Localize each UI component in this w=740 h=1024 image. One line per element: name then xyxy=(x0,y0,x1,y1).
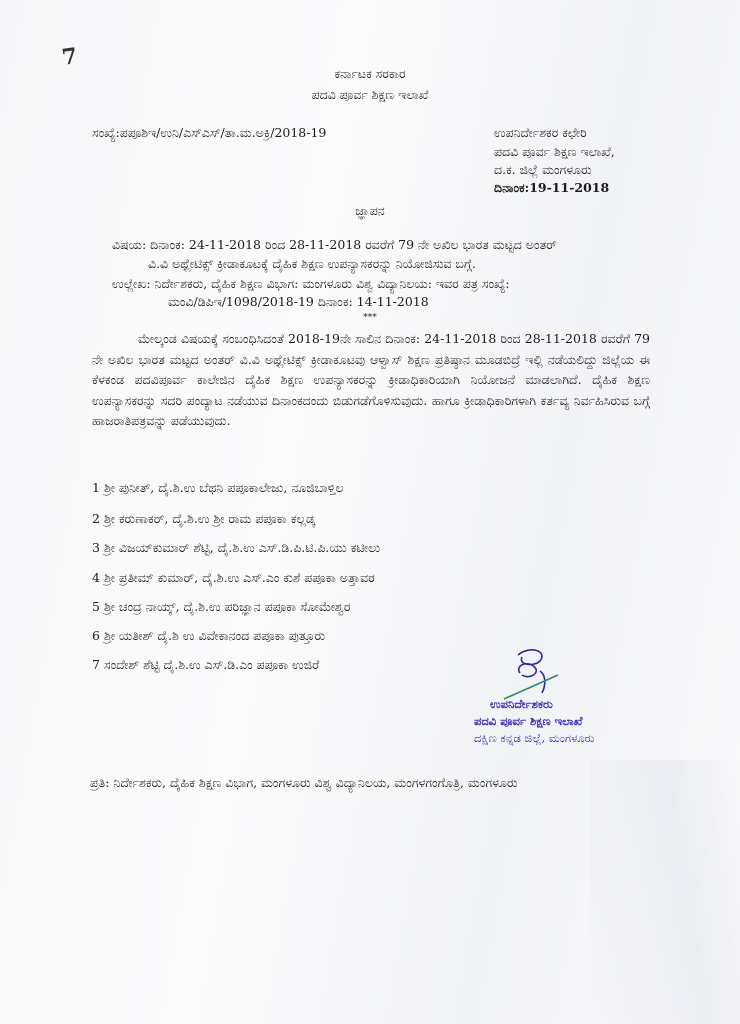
reference-line-1: ಉಲ್ಲೇಖ: ನಿರ್ದೇಶಕರು, ದೈಹಿಕ ಶಿಕ್ಷಣ ವಿಭಾಗ: ಮಂಗಳೂರು ವಿಶ್ವ ವಿದ್ಯಾನಿಲಯ: ಇವರ ಪತ್ರ ಸಂಖ್ಯೆ: xyxy=(112,276,510,291)
list-item: 7 ಸಂದೇಶ್ ಶೆಟ್ಟಿ ದೈ.ಶಿ.ಉ ಎಸ್.ಡಿ.ಎಂ ಪಪೂಕಾ ಉಜಿರೆ xyxy=(92,657,320,672)
department-heading: ಪದವಿ ಪೂರ್ವ ಶಿಕ್ಷಣ ಇಲಾಖೆ xyxy=(311,87,429,102)
memo-title: ಜ್ಞಾಪನ xyxy=(355,203,385,218)
government-heading: ಕರ್ನಾಟಕ ಸರಕಾರ xyxy=(334,66,406,81)
stamp-line-1: ಉಪನಿರ್ದೇಶಕರು xyxy=(490,697,553,711)
list-item: 5 ಶ್ರೀ ಚಂದ್ರ ನಾಯ್ಕ್, ದೈ.ಶಿ.ಉ ಪರಿಜ್ಞಾನ ಪಪೂಕಾ ಸೋಮೇಶ್ವರ xyxy=(92,599,351,614)
official-stamp xyxy=(474,696,594,747)
separator: *** xyxy=(363,313,377,323)
office-date: ದಿನಾಂಕ:19-11-2018 xyxy=(494,180,610,195)
list-item: 3 ಶ್ರೀ ವಿಜಯ್‌ಕುಮಾರ್ ಶೆಟ್ಟಿ, ದೈ.ಶಿ.ಉ ಎಸ್.ಡಿ.ಪಿ.ಟಿ.ಪಿ.ಯು ಕಟೀಲು xyxy=(92,540,381,555)
stamp-line-2: ಪದವಿ ಪೂರ್ವ ಶಿಕ್ಷಣ ಇಲಾಖೆ xyxy=(474,714,583,728)
corner-mark: 7 xyxy=(60,43,80,71)
subject-line-1: ವಿಷಯ: ದಿನಾಂಕ: 24-11-2018 ರಿಂದ 28-11-2018 ರವರೆಗೆ 79 ನೇ ಅಖಿಲ ಭಾರತ ಮಟ್ಟದ ಅಂತರ್ xyxy=(112,237,557,252)
list-item: 6 ಶ್ರೀ ಯತೀಶ್ ದೈ.ಶಿ ಉ ವಿವೇಕಾನಂದ ಪಪೂಕಾ ಪುತ್ತೂರು xyxy=(92,628,326,643)
signature-icon xyxy=(500,645,560,700)
reference-number: ಸಂಖ್ಯೆ:ಪಪೂಶಿಇ/ಉನಿ/ಎಸ್ಎಸ್/ತಾ.ಮ.ಅಕ್ರಿ/2018-19 xyxy=(92,125,327,140)
copy-to: ಪ್ರತಿ: ನಿರ್ದೇಶಕರು, ದೈಹಿಕ ಶಿಕ್ಷಣ ವಿಭಾಗ, ಮಂಗಳೂರು ವಿಶ್ವ ವಿದ್ಯಾನಿಲಯ, ಮಂಗಳಗಂಗೊತ್ರಿ, ಮಂಗಳೂರು xyxy=(90,775,518,790)
office-line-1: ಉಪನಿರ್ದೇಶಕರ ಕಛೇರಿ xyxy=(494,125,587,140)
list-item: 1 ಶ್ರೀ ಪುನೀತ್, ದೈ.ಶಿ.ಉ ಬೆಥನಿ ಪಪೂಕಾಲೇಜು, ನೂಜಿಬಾಳ್ತಿಲ xyxy=(92,480,344,495)
subject-line-2: ವಿ.ವಿ ಅಥ್ಲೇಟಿಕ್ಸ್ ಕ್ರೀಡಾಕೂಟಕ್ಕೆ ದೈಹಿಕ ಶಿಕ್ಷಣ ಉಪನ್ಯಾಸಕರನ್ನು ನಿಯೋಜಿಸುವ ಬಗ್ಗೆ. xyxy=(148,256,476,271)
reference-line-2: ಮಂವಿ/ಡಿಪಿಇ/1098/2018-19 ದಿನಾಂಕ: 14-11-2018 xyxy=(168,294,429,309)
body-paragraph: ಮೇಲ್ಕಂಡ ವಿಷಯಕ್ಕೆ ಸಂಬಂಧಿಸಿದಂತೆ 2018-19ನೇ ಸಾಲಿನ ದಿನಾಂಕ: 24-11-2018 ರಿಂದ 28-11-2018 ರವರೆಗೆ 79 ನೇ ಅಖಿಲ ಭಾರತ ಮಟ್ಟದ ಅಂತರ್ ವಿ.ವಿ ಅಥ್ಲೇಟಿಕ್ಸ್ ಕ್ರೀಡಾಕೂಟವು ಆಳ್ವಾಸ್ ಶಿಕ್ಷಣ ಪ್ರತಿಷ್ಠಾನ ಮೂಡಬಿದ್ರೆ ಇಲ್ಲಿ ನಡೆಯಲಿದ್ದು ಜಿಲ್ಲೆಯ ಈ ಕೆಳಕಂಡ ಪದವಿಪೂರ್ವ ಕಾಲೇಜಿನ ದೈಹಿಕ ಶಿಕ್ಷಣ ಉಪನ್ಯಾಸಕರನ್ನು ಕ್ರೀಡಾಧಿಕಾರಿಯಾಗಿ ನಿಯೋಜನೆ ಮಾಡಲಾಗಿದೆ. ದೈಹಿಕ ಶಿಕ್ಷಣ ಉಪನ್ಯಾಸಕರನ್ನು ಸದರಿ ಪಂದ್ಯಾಟ ನಡೆಯುವ ದಿನಾಂಕದಂದು ಬಿಡುಗಡೆಗೊಳಿಸುವುದು. ಹಾಗೂ ಕ್ರೀಡಾಧಿಕಾರಿಗಳಾಗಿ ಕರ್ತವ್ಯ ನಿರ್ವಹಿಸಿರುವ ಬಗ್ಗೆ ಹಾಜರಾತಿಪತ್ರವನ್ನು ಪಡೆಯುವುದು. xyxy=(92,331,650,428)
list-item: 2 ಶ್ರೀ ಕರುಣಾಕರ್, ದೈ.ಶಿ.ಉ ಶ್ರೀ ರಾಮ ಪಪೂಕಾ ಕಲ್ಲಡ್ಕ xyxy=(92,511,316,526)
stamp-line-3: ದಕ್ಷಿಣ ಕನ್ನಡ ಜಿಲ್ಲೆ, ಮಂಗಳೂರು xyxy=(474,731,595,745)
office-line-2: ಪದವಿ ಪೂರ್ವ ಶಿಕ್ಷಣ ಇಲಾಖೆ, xyxy=(494,144,615,159)
office-line-3: ದ.ಕ. ಜಿಲ್ಲೆ ಮಂಗಳೂರು xyxy=(494,162,592,177)
paper-shadow xyxy=(590,760,740,1024)
list-item: 4 ಶ್ರೀ ಪ್ರತೀಮ್ ಕುಮಾರ್, ದೈ.ಶಿ.ಉ ಎಸ್.ಎಂ ಕುಶೆ ಪಪೂಕಾ ಅತ್ತಾವರ xyxy=(92,570,375,585)
